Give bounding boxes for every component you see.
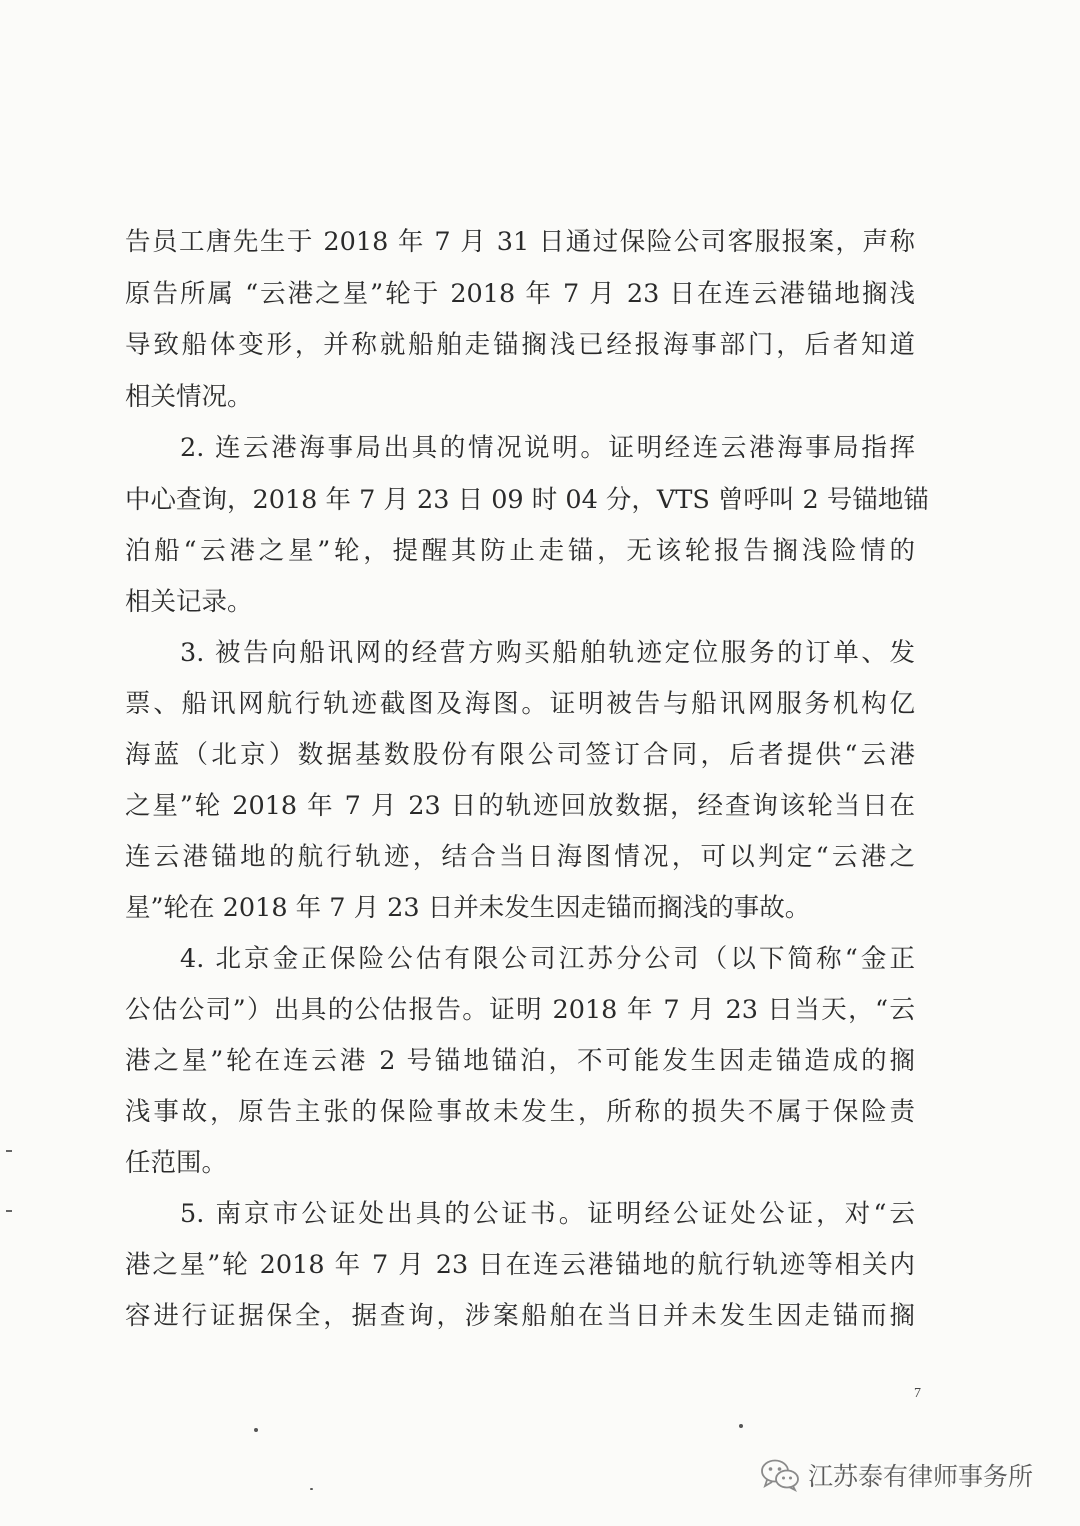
text-line: 原告所属 “云港之星”轮于 2018 年 7 月 23 日在连云港锚地搁浅 xyxy=(125,279,915,309)
text-line: 告员工唐先生于 2018 年 7 月 31 日通过保险公司客服报案，声称 xyxy=(125,227,915,257)
scan-mark xyxy=(6,1210,12,1212)
text-line: 港之星”轮 2018 年 7 月 23 日在连云港锚地的航行轨迹等相关内 xyxy=(125,1250,915,1280)
scan-speck xyxy=(739,1424,743,1428)
text-line: 之星”轮 2018 年 7 月 23 日的轨迹回放数据，经查询该轮当日在 xyxy=(125,791,915,821)
text-line: 中心查询，2018 年 7 月 23 日 09 时 04 分，VTS 曾呼叫 2 号锚地锚 xyxy=(125,485,929,515)
text-line: 票、船讯网航行轨迹截图及海图。证明被告与船讯网服务机构亿 xyxy=(125,689,915,719)
text-line: 相关情况。 xyxy=(125,382,253,412)
scan-speck xyxy=(254,1428,258,1432)
text-line: 连云港锚地的航行轨迹，结合当日海图情况，可以判定“云港之 xyxy=(125,842,915,872)
paragraph-start-line: 4. 北京金正保险公估有限公司江苏分公司（以下简称“金正 xyxy=(180,944,915,974)
watermark xyxy=(760,1455,1033,1495)
page-number: 7 xyxy=(914,1386,921,1401)
text-line: 容进行证据保全，据查询，涉案船舶在当日并未发生因走锚而搁 xyxy=(125,1301,915,1331)
watermark-text: 江苏泰有律师事务所 xyxy=(808,1462,1034,1491)
text-line: 公估公司”）出具的公估报告。证明 2018 年 7 月 23 日当天，“云 xyxy=(125,995,915,1025)
text-line: 星”轮在 2018 年 7 月 23 日并未发生因走锚而搁浅的事故。 xyxy=(125,893,811,923)
scan-speck xyxy=(310,1488,313,1490)
text-line: 浅事故，原告主张的保险事故未发生，所称的损失不属于保险责 xyxy=(125,1097,915,1127)
text-line: 任范围。 xyxy=(125,1148,228,1178)
text-line: 海蓝（北京）数据基数股份有限公司签订合同，后者提供“云港 xyxy=(125,740,915,770)
text-line: 相关记录。 xyxy=(125,587,253,617)
paragraph-start-line: 2. 连云港海事局出具的情况说明。证明经连云港海事局指挥 xyxy=(180,433,915,463)
text-line: 泊船“云港之星”轮，提醒其防止走锚，无该轮报告搁浅险情的 xyxy=(125,536,915,566)
wechat-icon xyxy=(760,1458,800,1492)
text-line: 港之星”轮在连云港 2 号锚地锚泊，不可能发生因走锚造成的搁 xyxy=(125,1046,915,1076)
scan-mark xyxy=(6,1150,12,1152)
paragraph-start-line: 3. 被告向船讯网的经营方购买船舶轨迹定位服务的订单、发 xyxy=(180,638,915,668)
paragraph-start-line: 5. 南京市公证处出具的公证书。证明经公证处公证，对“云 xyxy=(180,1199,915,1229)
text-line: 导致船体变形，并称就船舶走锚搁浅已经报海事部门，后者知道 xyxy=(125,330,915,360)
